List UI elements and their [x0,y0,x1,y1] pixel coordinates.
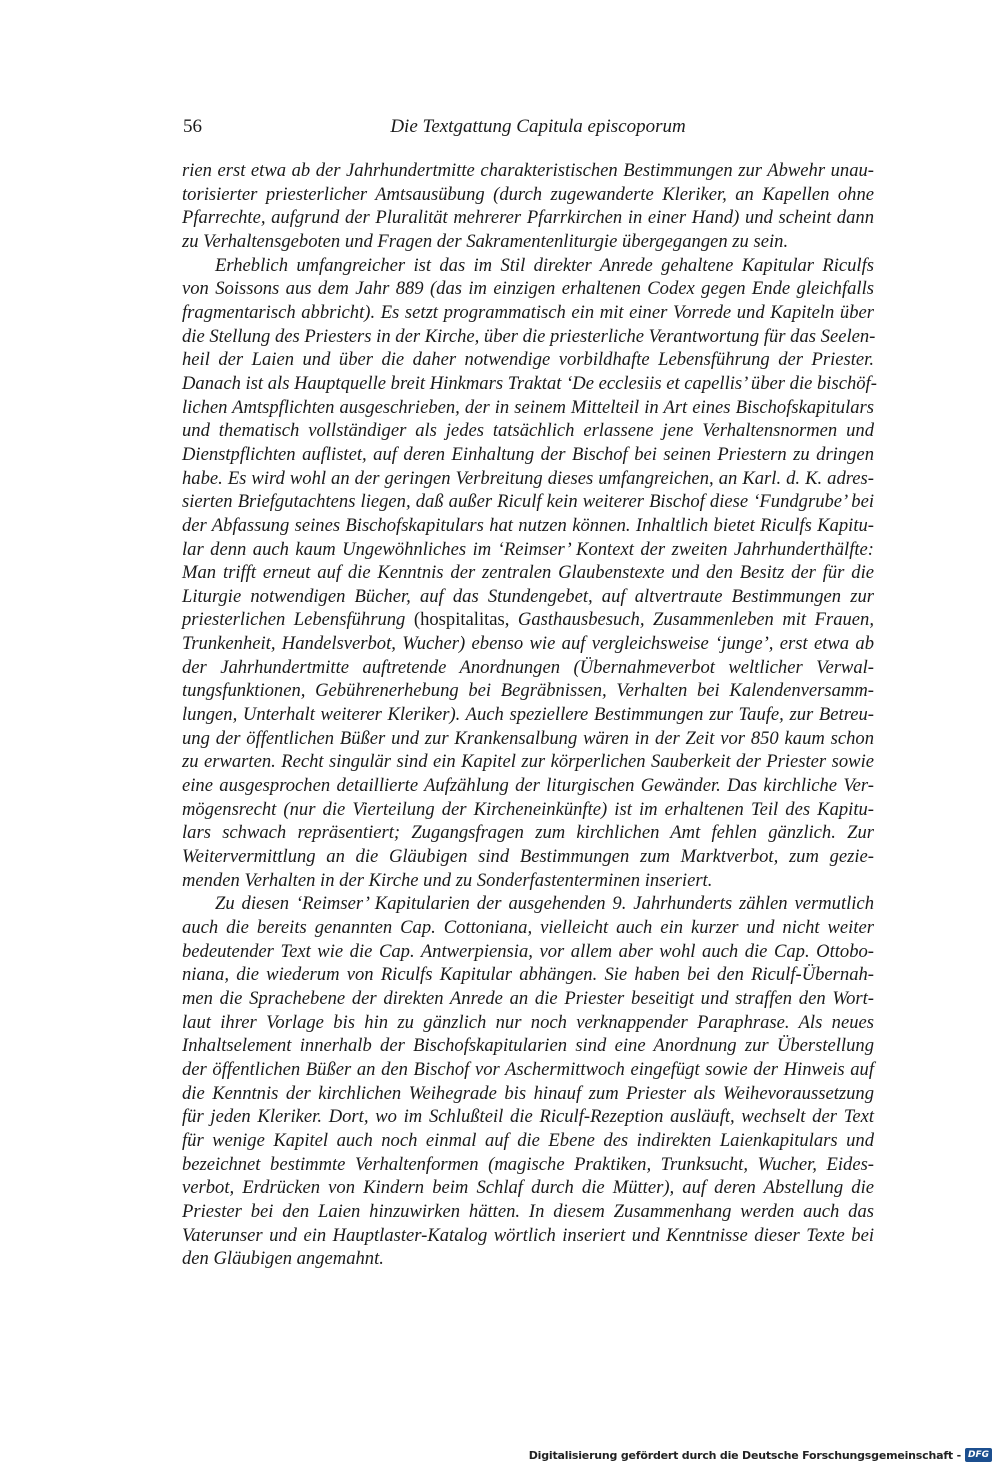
text-line: von Soissons aus dem Jahr 889 (das im einzigen erhaltenen Codex gegen Ende gleichfalls [182,278,874,300]
text-line: men die Sprachebene der direkten Anrede an die Priester beseitigt und straffen den Wort- [182,987,874,1009]
text-line: der Jahrhundertmitte auftretende Anordnungen (Übernahmeverbot weltlicher Verwal- [182,656,874,678]
text-line: Man trifft erneut auf die Kenntnis der zentralen Glaubenstexte und den Besitz der für die [182,562,874,584]
text-line: sierten Briefgutachtens liegen, daß außer Riculf kein weiterer Bischof diese ‘Fundgrube’ bei [182,491,874,513]
text-line: Dienstpflichten auflistet, auf deren Einhaltung der Bischof bei seinen Priestern zu dringen [182,443,874,465]
text-line: ung der öffentlichen Büßer und zur Krankensalbung wären in der Zeit vor 850 kaum schon [182,727,874,749]
text-line: torisierter priesterlicher Amtsausübung (durch zugewanderte Kleriker, an Kapellen ohne [182,183,874,205]
text-line: für wenige Kapitel auch noch einmal auf die Ebene des indirekten Laienkapitulars und [182,1129,874,1151]
upright-text: (hospitalitas, [413,609,510,631]
footer-funding-note [529,1445,992,1465]
text-line: fragmentarisch abbricht). Es setzt programmatisch ein mit einer Vorrede und Kapiteln über [182,301,874,323]
text-line: zu Verhaltensgeboten und Fragen der Sakramentenliturgie übergegangen zu sein. [182,230,789,252]
text-line: bezeichnet bestimmte Verhaltenformen (magische Praktiken, Trunksucht, Wucher, Eides- [182,1153,874,1175]
text-line: Priester bei den Laien hinzuwirken hätten. In diesem Zusammenhang werden auch das [182,1200,874,1222]
text-line: der öffentlichen Büßer an den Bischof vor Aschermittwoch eingefügt sowie der Hinweis auf [182,1058,874,1080]
text-line: der Abfassung seines Bischofskapitulars hat nutzen können. Inhaltlich bietet Riculfs Kapitu- [182,514,874,536]
text-line: lichen Amtspflichten ausgeschrieben, der in seinem Mittelteil in Art eines Bischofskapitulars [182,396,874,418]
text-line: lungen, Unterhalt weiterer Kleriker). Auch speziellere Bestimmungen zur Taufe, zur Betreu- [182,704,874,726]
text-line: laut ihrer Vorlage bis hin zu gänzlich nur noch verknappender Paraphrase. Als neues [182,1011,874,1033]
text-line: eine ausgesprochen detaillierte Aufzählung der liturgischen Gewänder. Das kirchliche Ver- [182,775,874,797]
text-line: mögensrecht (nur die Vierteilung der Kircheneinkünfte) ist im erhaltenen Teil des Kapitu- [182,798,874,820]
text-line: Trunkenheit, Handelsverbot, Wucher) ebenso wie auf vergleichsweise ‘junge’, erst etwa ab [182,633,874,655]
text-line: tungsfunktionen, Gebührenerhebung bei Begräbnissen, Verhalten bei Kalendenversamm- [182,680,874,702]
text-line: niana, die wiederum von Riculfs Kapitular abhängen. Sie haben bei den Riculf-Übernah- [182,964,874,986]
text-line: Erheblich umfangreicher ist das im Stil direkter Anrede gehaltene Kapitular Riculfs [215,254,874,276]
running-title: Die Textgattung Capitula episcoporum [390,116,686,137]
text-line: zu erwarten. Recht singulär sind ein Kapitel zur körperlichen Sauberkeit der Priester sowie [182,751,874,773]
text-line: den Gläubigen angemahnt. [182,1248,384,1270]
text-line: rien erst etwa ab der Jahrhundertmitte charakteristischen Bestimmungen zur Abwehr unau- [182,160,874,181]
text-line: für jeden Kleriker. Dort, wo im Schlußteil die Riculf-Rezeption ausläuft, wechselt der Text [182,1106,874,1128]
text-line: bedeutender Text wie die Cap. Antwerpiensia, vor allem aber wohl auch die Cap. Ottobo- [182,940,874,962]
text-line: Inhaltselement innerhalb der Bischofskapitularien sind eine Anordnung zur Überstellung [182,1035,874,1057]
text-line: Danach ist als Hauptquelle breit Hinkmars Traktat ‘De ecclesiis et capellis’ über die bischöf- [182,372,877,394]
text-line: priesterlichen Lebensführung (hospitalitas, Gasthausbesuch, Zusammenleben mit Frauen, [182,609,874,631]
text-line: habe. Es wird wohl an der geringen Verbreitung dieses umfangreichen, an Karl. d. K. adres- [182,467,874,489]
text-line: Weitervermittlung an die Gläubigen sind Bestimmungen zum Marktverbot, zum gezie- [182,846,874,868]
text-line: heil der Laien und über die daher notwendige vorbildhafte Lebensführung der Priester. [182,349,874,371]
page-header [183,116,873,142]
body-text [182,159,877,1271]
text-line: Vaterunser und ein Hauptlaster-Katalog wörtlich inseriert und Kenntnisse dieser Texte bei [182,1224,874,1246]
text-line: die Kenntnis der kirchlichen Weihegrade bis hinauf zum Priester als Weihevoraussetzung [182,1082,874,1104]
text-line: Zu diesen ‘Reimser’ Kapitularien der ausgehenden 9. Jahrhunderts zählen vermutlich [215,893,874,915]
text-line: auch die bereits genannten Cap. Cottoniana, vielleicht auch ein kurzer und nicht weiter [182,917,874,938]
dfg-logo: DFG [965,1448,992,1462]
page-number: 56 [183,116,202,137]
text-line: lars schwach repräsentiert; Zugangsfragen zum kirchlichen Amt fehlen gänzlich. Zur [182,822,874,844]
text-line: Liturgie notwendigen Bücher, auf das Stundengebet, auf altvertraute Bestimmungen zur [182,585,874,607]
funding-text: Digitalisierung gefördert durch die Deutsche Forschungsgemeinschaft - [528,1448,961,1462]
text-line: Pfarrechte, aufgrund der Pluralität mehrerer Pfarrkirchen in einer Hand) und scheint dann [182,207,874,229]
text-line: verbot, Erdrücken von Kindern beim Schlaf durch die Mütter), auf deren Abstellung die [182,1177,874,1199]
text-line: und thematisch vollständiger als jedes tatsächlich erlassene jene Verhaltensnormen und [182,420,874,442]
text-line: lar denn auch kaum Ungewöhnliches im ‘Reimser’ Kontext der zweiten Jahrhunderthälfte: [182,538,874,560]
text-line: menden Verhalten in der Kirche und zu Sonderfastenterminen inseriert. [182,869,713,891]
text-line: die Stellung des Priesters in der Kirche, über die priesterliche Verantwortung für das Seelen- [182,325,876,347]
